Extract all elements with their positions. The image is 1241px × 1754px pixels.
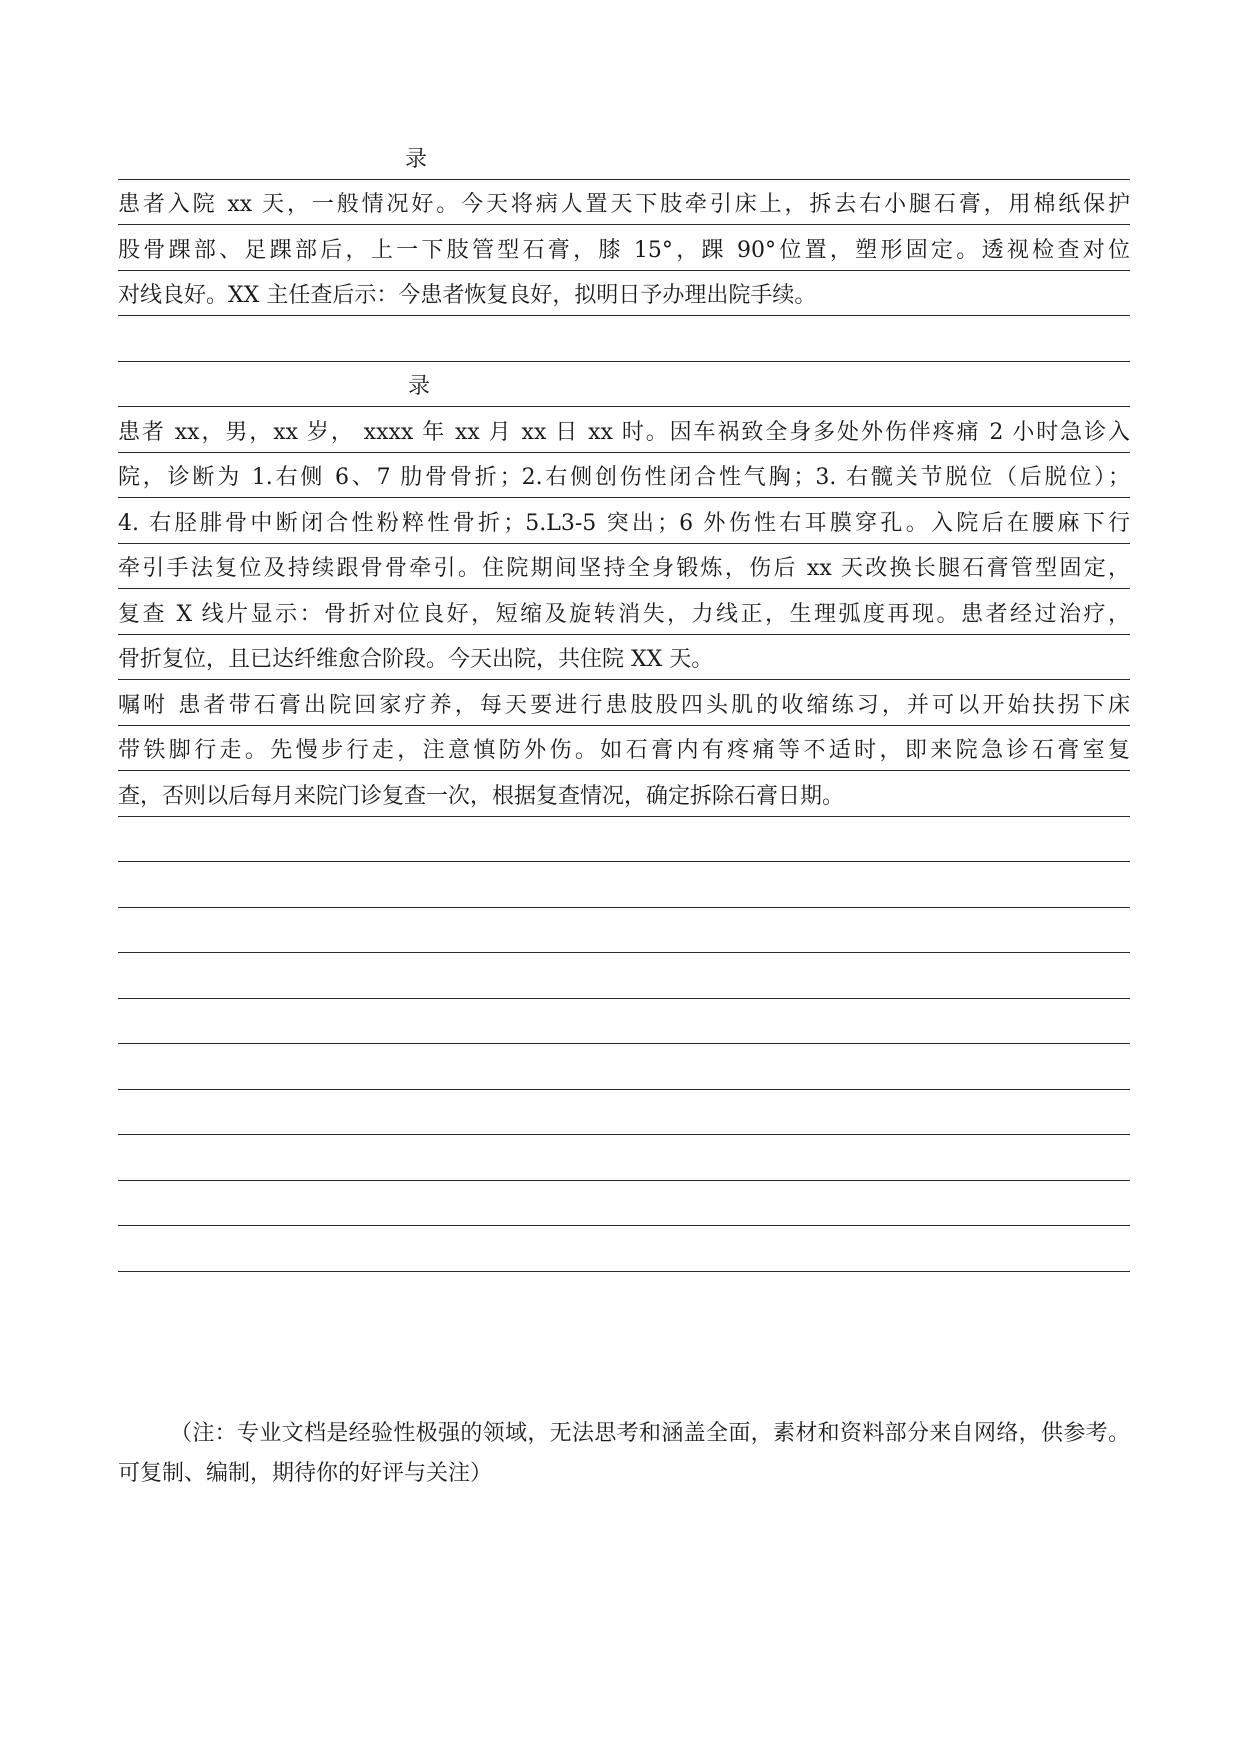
rounds-text: 患者入院 xx 天，一般情况好。今天将病人置天下肢牵引床上，拆去右小腿石膏，用棉纸保护 (118, 192, 1130, 217)
text-line (118, 771, 1130, 817)
rounds-text: 对线良好。XX 主任查后示：今患者恢复良好，拟明日予办理出院手续。 (118, 283, 817, 308)
text-line (118, 635, 1130, 681)
blank-line (118, 953, 1130, 999)
rounds-title (118, 134, 1130, 173)
rounds-title-line (118, 134, 1130, 180)
text-line (118, 498, 1130, 544)
text-line (118, 225, 1130, 271)
blank-line (118, 1226, 1130, 1272)
blank-line (118, 1044, 1130, 1090)
discharge-text: 复查 X 线片显示：骨折对位良好，短缩及旋转消失，力线正，生理弧度再现。患者经过治疗， (118, 601, 1130, 627)
footnote: （注：专业文档是经验性极强的领域，无法思考和涵盖全面，素材和资料部分来自网络，供参考。可复制、编制，期待你的好评与关注） (118, 1421, 1130, 1486)
discharge-title (118, 362, 1130, 401)
blank-line (118, 1135, 1130, 1181)
text-line (118, 407, 1130, 453)
text-line (118, 271, 1130, 317)
rounds-text: 股骨踝部、足踝部后，上一下肢管型石膏，膝 15°，踝 90°位置，塑形固定。透视检查对位 (118, 237, 1130, 263)
discharge-text: 骨折复位，且已达纤维愈合阶段。今天出院，共住院 XX 天。 (118, 647, 714, 672)
blank-line (118, 817, 1130, 863)
advice-text: 带铁脚行走。先慢步行走，注意慎防外伤。如石膏内有疼痛等不适时，即来院急诊石膏室复 (118, 738, 1130, 763)
blank-line (118, 316, 1130, 362)
rounds-title-part: 录 (405, 146, 428, 172)
ruled-form (118, 134, 1130, 1272)
text-line (118, 453, 1130, 499)
advice-text: 嘱咐 患者带石膏出院回家疗养，每天要进行患肢股四头肌的收缩练习，并可以开始扶拐下床 (118, 692, 1130, 718)
text-line (118, 544, 1130, 590)
blank-line (118, 1090, 1130, 1136)
discharge-title-line (118, 362, 1130, 408)
blank-line (118, 999, 1130, 1045)
text-line (118, 680, 1130, 726)
discharge-text: 4. 右胫腓骨中断闭合性粉粹性骨折；5.L3-5 突出；6 外伤性右耳膜穿孔。入院后在腰麻下行 (118, 510, 1130, 536)
discharge-title-part: 录 (408, 374, 431, 399)
blank-line (118, 908, 1130, 954)
advice-text: 查，否则以后每月来院门诊复查一次，根据复查情况，确定拆除石膏日期。 (118, 783, 845, 809)
discharge-text: 牵引手法复位及持续跟骨骨牵引。住院期间坚持全身锻炼，伤后 xx 天改换长腿石膏管型固定， (118, 556, 1130, 581)
blank-line (118, 862, 1130, 908)
text-line (118, 589, 1130, 635)
text-line (118, 726, 1130, 772)
discharge-text: 患者 xx，男，xx 岁， xxxx 年 xx 月 xx 日 xx 时。因车祸致全身多处外伤伴疼痛 2 小时急诊入 (118, 419, 1130, 445)
text-line (118, 180, 1130, 226)
blank-line (118, 1181, 1130, 1227)
discharge-text: 院，诊断为 1.右侧 6、7 肋骨骨折；2.右侧创伤性闭合性气胸；3. 右髋关节脱位（后脱位）； (118, 465, 1130, 490)
